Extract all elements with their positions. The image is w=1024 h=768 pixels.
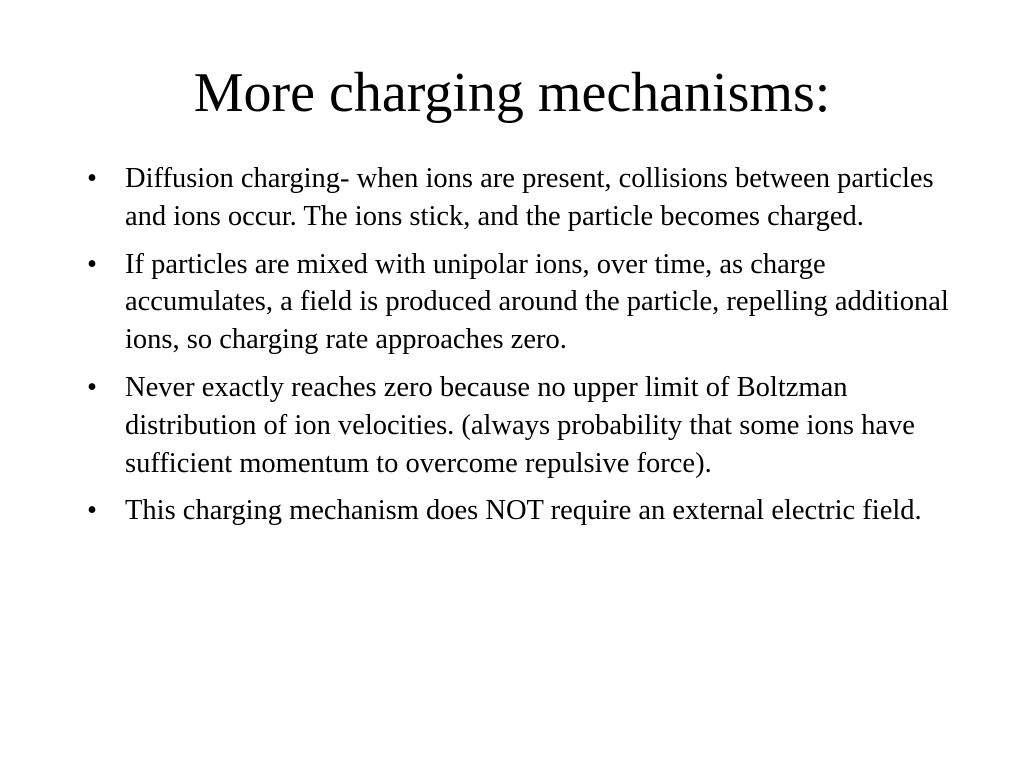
bullet-text: This charging mechanism does NOT require an external electric field. (125, 495, 922, 527)
slide-title: More charging mechanisms: (193, 62, 831, 124)
bullet-list (84, 160, 954, 540)
bullet-icon: • (87, 248, 97, 280)
bullet-icon: • (87, 163, 97, 194)
bullet-icon: • (87, 495, 97, 527)
bullet-text: Never exactly reaches zero because no upper limit of Boltzman distribution of ion velocities. (always probability that some ions have sufficient momentum to overcome repulsive force). (125, 371, 915, 479)
bullet-item (84, 492, 954, 530)
bullet-item (84, 369, 954, 482)
bullet-item (84, 246, 954, 359)
bullet-item (84, 160, 954, 236)
bullet-text: Diffusion charging- when ions are present, collisions between particles and ions occur. The ions stick, and the particle becomes charged. (125, 163, 934, 232)
bullet-text: If particles are mixed with unipolar ions, over time, as charge accumulates, a field is produced around the particle, repelling additional ions, so charging rate approaches zero. (125, 248, 949, 356)
bullet-icon: • (87, 371, 97, 403)
